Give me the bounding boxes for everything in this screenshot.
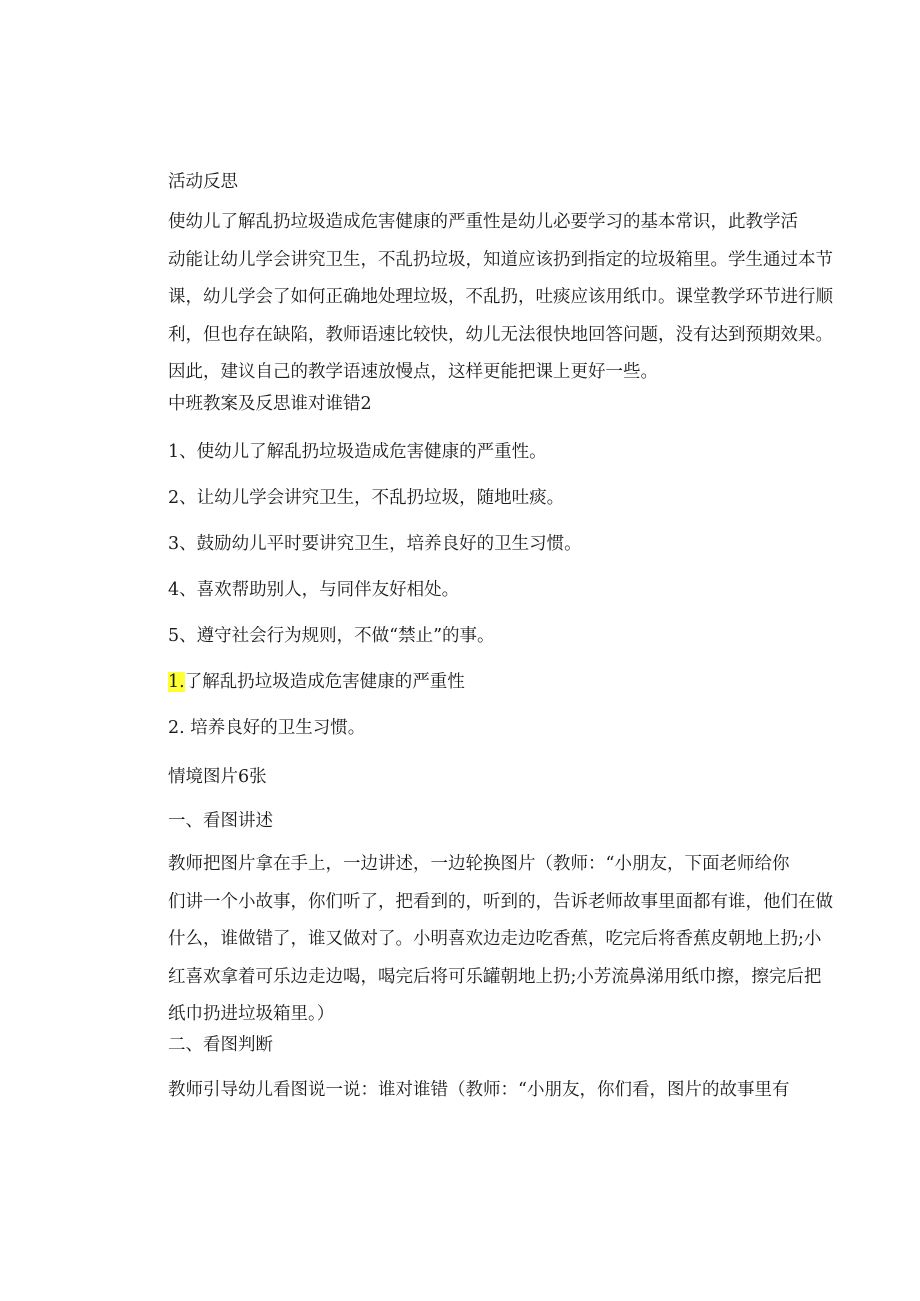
- key-point-1: [168, 670, 465, 694]
- goal-item: 5、遵守社会行为规则，不做“禁止”的事。: [168, 626, 495, 646]
- reflection-line: 动能让幼儿学会讲究卫生，不乱扔垃圾，知道应该扔到指定的垃圾箱里。学生通过本节: [168, 249, 833, 270]
- step1-heading: 一、看图讲述: [168, 811, 273, 831]
- step1-paragraph: [168, 846, 833, 1034]
- materials-line: 情境图片6张: [168, 767, 267, 787]
- step2-paragraph: [168, 1072, 788, 1110]
- goal-item: 3、鼓励幼儿平时要讲究卫生，培养良好的卫生习惯。: [168, 534, 582, 554]
- step1-line: 红喜欢拿着可乐边走边喝，喝完后将可乐罐朝地上扔;小芳流鼻涕用纸巾擦，擦完后把: [168, 966, 822, 987]
- goal-item: 2、让幼儿学会讲究卫生，不乱扔垃圾，随地吐痰。: [168, 488, 565, 508]
- key-point-1-text: 了解乱扔垃圾造成危害健康的严重性: [184, 672, 465, 692]
- step2-line: 教师引导幼儿看图说一说：谁对谁错（教师：“小朋友，你们看，图片的故事里有: [168, 1080, 790, 1100]
- reflection-line: 因此，建议自己的教学语速放慢点，这样更能把课上更好一些。: [168, 362, 658, 382]
- reflection-paragraph: [168, 204, 833, 392]
- reflection-line: 利，但也存在缺陷，教师语速比较快，幼儿无法很快地回答问题，没有达到预期效果。: [168, 324, 833, 345]
- step1-line: 什么，谁做错了，谁又做对了。小明喜欢边走边吃香蕉，吃完后将香蕉皮朝地上扔;小: [168, 929, 822, 949]
- step2-heading: 二、看图判断: [168, 1035, 273, 1055]
- step1-line: 纸巾扔进垃圾箱里。）: [168, 1004, 335, 1024]
- reflection-line: 使幼儿了解乱扔垃圾造成危害健康的严重性是幼儿必要学习的基本常识，此教学活: [168, 212, 798, 232]
- reflection-line: 课，幼儿学会了如何正确地处理垃圾，不乱扔，吐痰应该用纸巾。课堂教学环节进行顺: [168, 287, 833, 307]
- highlighted-number: 1.: [168, 672, 185, 692]
- goal-item: 1、使幼儿了解乱扔垃圾造成危害健康的严重性。: [168, 442, 547, 462]
- step1-line: 们讲一个小故事，你们听了，把看到的，听到的，告诉老师故事里面都有谁，他们在做: [168, 891, 833, 912]
- lesson-title: 中班教案及反思谁对谁错2: [168, 394, 372, 414]
- key-point-2: 2. 培养良好的卫生习惯。: [168, 718, 366, 738]
- reflection-heading: 活动反思: [168, 172, 238, 192]
- goal-item: 4、喜欢帮助别人，与同伴友好相处。: [168, 580, 460, 600]
- step1-line: 教师把图片拿在手上，一边讲述，一边轮换图片（教师：“小朋友，下面老师给你: [168, 854, 790, 874]
